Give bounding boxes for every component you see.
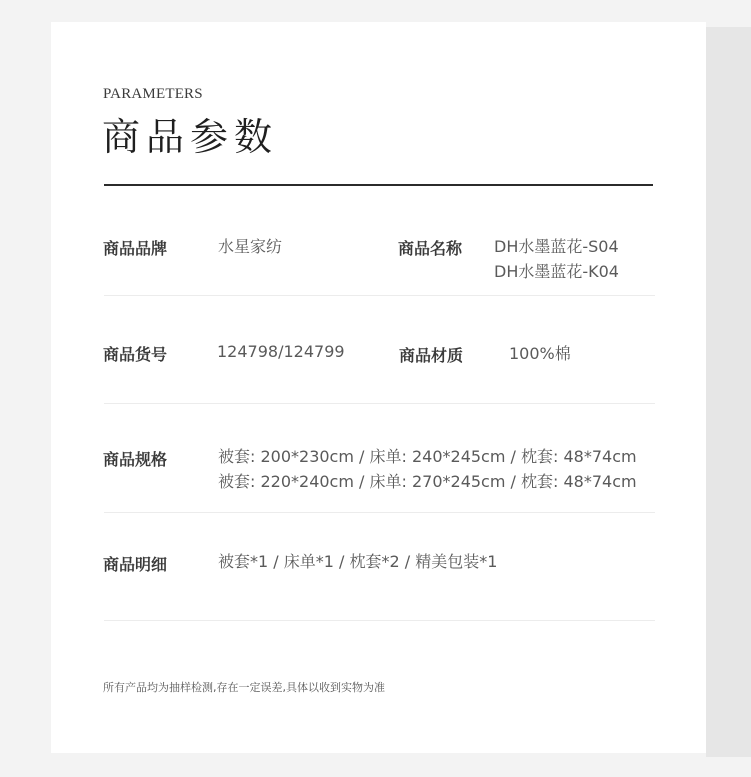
- sku-value: 124798/124799: [217, 342, 345, 361]
- section-eyebrow: PARAMETERS: [103, 86, 203, 102]
- spec-line: 被套: 200*230cm / 床单: 240*245cm / 枕套: 48*74cm: [218, 447, 637, 466]
- row-divider: [104, 620, 655, 621]
- product-name-line: DH水墨蓝花-S04: [494, 237, 619, 256]
- title-divider: [104, 184, 653, 186]
- brand-label: 商品品牌: [103, 239, 168, 258]
- row-divider: [104, 403, 655, 404]
- card-shadow: [706, 27, 751, 757]
- sku-label: 商品货号: [103, 345, 168, 364]
- detail-label: 商品明细: [103, 555, 168, 574]
- spec-value: [218, 444, 637, 494]
- product-name-label: 商品名称: [398, 239, 463, 258]
- section-title: 商品参数: [102, 115, 279, 159]
- material-label: 商品材质: [399, 346, 464, 365]
- product-name-value: [494, 234, 619, 284]
- brand-value: 水星家纺: [218, 237, 283, 256]
- parameters-card: [51, 22, 706, 753]
- detail-value: 被套*1 / 床单*1 / 枕套*2 / 精美包装*1: [218, 552, 498, 571]
- row-divider: [104, 512, 655, 513]
- product-name-line: DH水墨蓝花-K04: [494, 262, 619, 281]
- spec-line: 被套: 220*240cm / 床单: 270*245cm / 枕套: 48*74cm: [218, 472, 637, 491]
- row-divider: [104, 295, 655, 296]
- disclaimer-note: 所有产品均为抽样检测,存在一定误差,具体以收到实物为准: [103, 681, 385, 694]
- spec-label: 商品规格: [103, 450, 168, 469]
- material-value: 100%棉: [509, 344, 571, 363]
